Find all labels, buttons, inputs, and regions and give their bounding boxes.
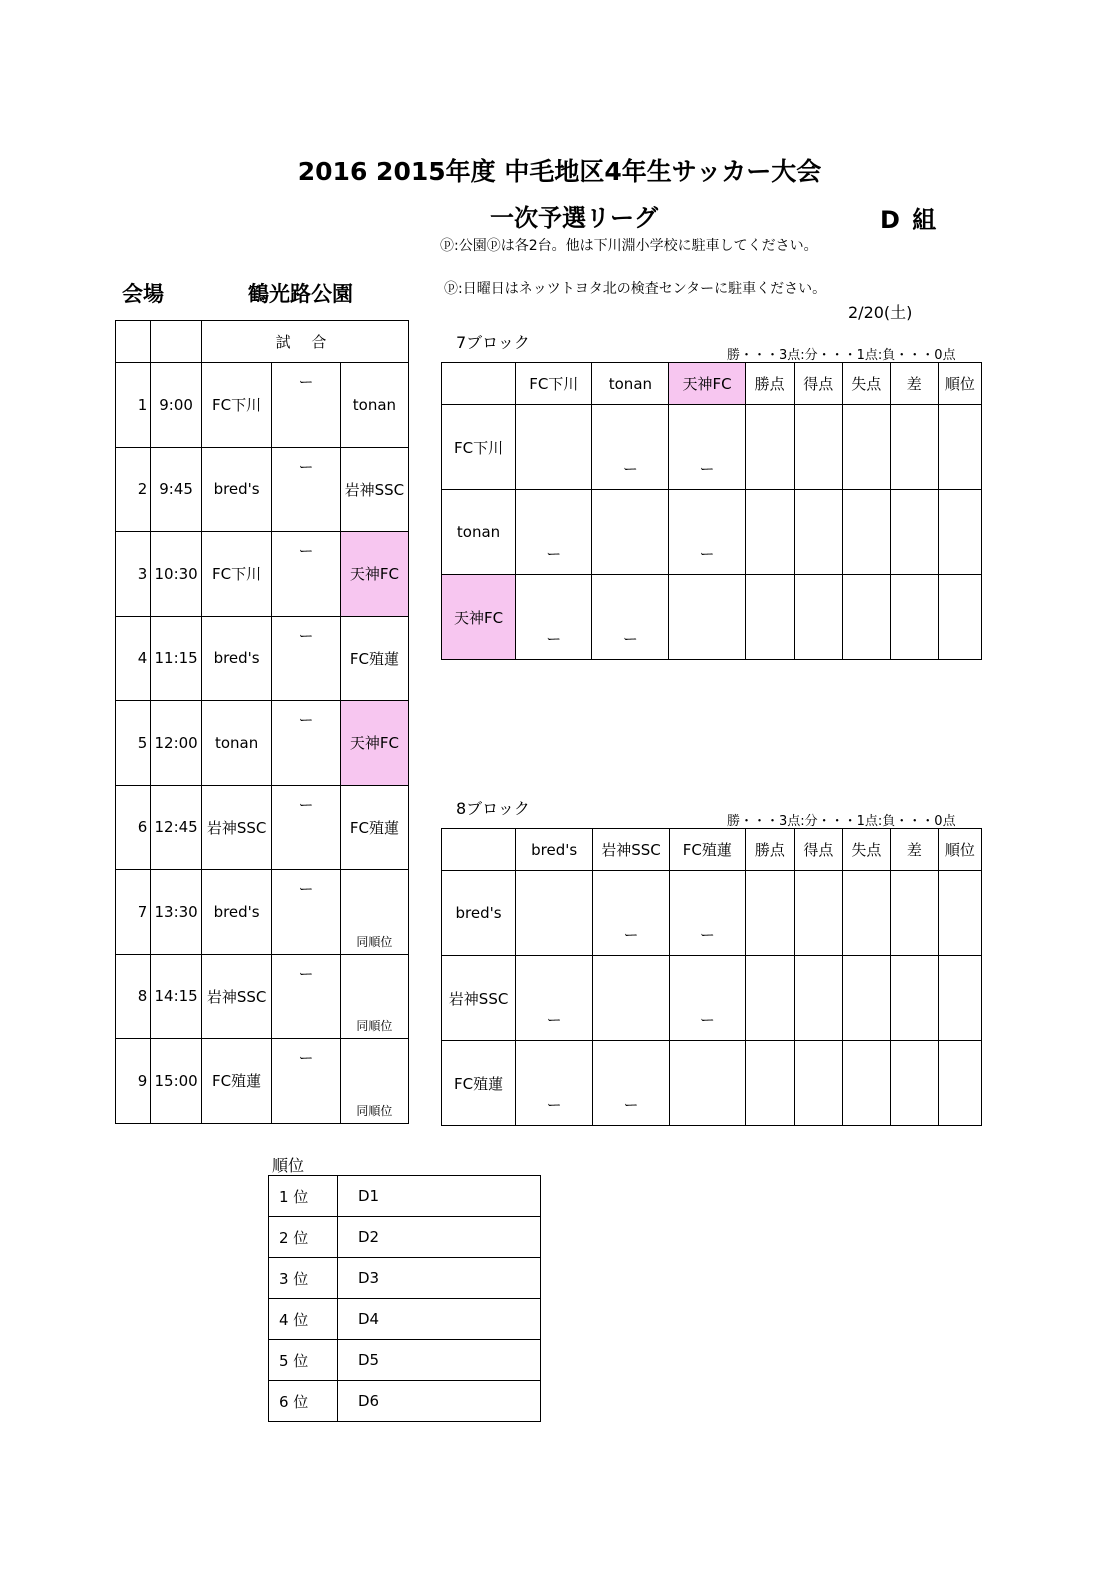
ranking-value: D6 xyxy=(338,1381,541,1422)
result-cell xyxy=(669,871,745,956)
result-cell xyxy=(669,490,745,575)
match-row xyxy=(116,870,409,955)
match-team: bred's xyxy=(202,447,272,532)
result-cell xyxy=(592,490,669,575)
score-dash: ー xyxy=(298,542,314,560)
result-cell xyxy=(516,490,592,575)
result-dash: ー xyxy=(546,1096,562,1114)
corner-blank xyxy=(442,363,516,405)
result-cell xyxy=(669,956,745,1041)
col-team-header: 天神FC xyxy=(669,363,745,405)
block-team-row xyxy=(442,871,982,956)
col-team-header: tonan xyxy=(592,363,669,405)
block-team-row xyxy=(442,405,982,490)
match-score xyxy=(272,1039,341,1124)
block-7-label: 7ブロック xyxy=(456,333,530,352)
result-dash: ー xyxy=(622,630,638,648)
result-dash: ー xyxy=(699,545,715,563)
match-score xyxy=(272,532,341,617)
match-number: 6 xyxy=(116,785,151,870)
stat-cell xyxy=(938,956,981,1041)
match-team: bred's xyxy=(202,870,272,955)
col-team-header: bred's xyxy=(516,829,593,871)
row-team-header: tonan xyxy=(442,490,516,575)
stat-cell xyxy=(794,956,842,1041)
ranking-row xyxy=(269,1381,541,1422)
match-time: 9:45 xyxy=(151,447,202,532)
stat-cell xyxy=(938,575,981,660)
match-score xyxy=(272,870,341,955)
page-subtitle: 一次予選リーグ xyxy=(490,204,658,232)
match-team: 岩神SSC xyxy=(202,954,272,1039)
opponent-name: FC殖蓮 xyxy=(349,818,399,837)
score-dash: ー xyxy=(298,711,314,729)
block-8-points-note: 勝・・・3点:分・・・1点:負・・・0点 xyxy=(727,814,956,829)
stat-cell xyxy=(794,871,842,956)
col-team-header: FC下川 xyxy=(516,363,592,405)
stat-cell xyxy=(890,405,938,490)
score-dash: ー xyxy=(298,1049,314,1067)
stat-cell xyxy=(938,871,981,956)
header-blank xyxy=(116,321,151,363)
match-row xyxy=(116,1039,409,1124)
match-team: FC下川 xyxy=(202,532,272,617)
match-number: 9 xyxy=(116,1039,151,1124)
stat-cell xyxy=(794,405,842,490)
score-dash: ー xyxy=(298,964,314,983)
match-number: 8 xyxy=(116,954,151,1039)
score-dash: ー xyxy=(298,795,314,814)
block-header-row xyxy=(442,829,982,871)
ranking-row xyxy=(269,1258,541,1299)
result-cell xyxy=(592,575,669,660)
match-opponent xyxy=(340,363,408,448)
match-number: 2 xyxy=(116,447,151,532)
match-time: 10:30 xyxy=(151,532,202,617)
ranking-value: D5 xyxy=(338,1340,541,1381)
stat-header: 差 xyxy=(890,363,938,405)
result-cell xyxy=(593,956,670,1041)
row-team-header: FC殖蓮 xyxy=(442,1041,516,1126)
stat-header: 勝点 xyxy=(745,363,794,405)
block-7-table xyxy=(441,362,982,660)
stat-cell xyxy=(842,956,890,1041)
ranking-table xyxy=(268,1175,541,1422)
header-blank xyxy=(151,321,202,363)
match-opponent xyxy=(340,701,408,786)
match-opponent xyxy=(340,532,408,617)
match-number: 5 xyxy=(116,701,151,786)
result-cell xyxy=(669,1041,745,1126)
venue-label: 会場 xyxy=(122,282,164,306)
ranking-position: 3 位 xyxy=(269,1258,338,1299)
match-score xyxy=(272,701,341,786)
row-team-header: 岩神SSC xyxy=(442,956,516,1041)
same-rank-note: 同順位 xyxy=(356,1103,393,1118)
match-row xyxy=(116,447,409,532)
result-cell xyxy=(516,1041,593,1126)
match-score xyxy=(272,616,341,701)
score-dash: ー xyxy=(298,626,314,645)
match-row xyxy=(116,532,409,617)
ranking-row xyxy=(269,1217,541,1258)
stat-cell xyxy=(842,1041,890,1126)
block-team-row xyxy=(442,956,982,1041)
stat-cell xyxy=(745,490,794,575)
col-team-header: 岩神SSC xyxy=(593,829,670,871)
ranking-value: D3 xyxy=(338,1258,541,1299)
match-team: tonan xyxy=(202,701,272,786)
result-cell xyxy=(516,575,592,660)
corner-blank xyxy=(442,829,516,871)
result-dash: ー xyxy=(623,1096,639,1114)
stat-cell xyxy=(890,871,938,956)
opponent-name: 岩神SSC xyxy=(344,480,405,499)
ranking-label: 順位 xyxy=(272,1156,305,1175)
match-team: bred's xyxy=(202,616,272,701)
result-dash: ー xyxy=(699,1011,715,1029)
stat-cell xyxy=(890,575,938,660)
match-number: 3 xyxy=(116,532,151,617)
ranking-position: 5 位 xyxy=(269,1340,338,1381)
stat-cell xyxy=(745,575,794,660)
match-number: 7 xyxy=(116,870,151,955)
ranking-row xyxy=(269,1299,541,1340)
stat-cell xyxy=(745,956,794,1041)
match-date: 2/20(土) xyxy=(848,303,913,322)
col-team-header: FC殖蓮 xyxy=(669,829,745,871)
result-dash: ー xyxy=(622,460,638,478)
same-rank-note: 同順位 xyxy=(356,1019,393,1033)
result-cell xyxy=(516,956,593,1041)
match-team: FC殖蓮 xyxy=(202,1039,272,1124)
ranking-value: D4 xyxy=(338,1299,541,1340)
parking-note: ⓟ:公園ⓟは各2台。他は下川淵小学校に駐車してください。 xyxy=(440,238,818,254)
opponent-name: tonan xyxy=(352,395,397,414)
stat-cell xyxy=(938,405,981,490)
opponent-name: 天神FC xyxy=(349,734,399,753)
same-rank-note: 同順位 xyxy=(356,934,393,949)
result-dash: ー xyxy=(699,926,715,944)
score-dash: ー xyxy=(298,373,314,391)
stat-cell xyxy=(745,871,794,956)
stat-header: 失点 xyxy=(842,363,890,405)
row-team-header: 天神FC xyxy=(442,575,516,660)
match-opponent xyxy=(340,954,408,1039)
stat-cell xyxy=(842,575,890,660)
ranking-position: 6 位 xyxy=(269,1381,338,1422)
result-cell xyxy=(593,871,670,956)
stat-header: 勝点 xyxy=(745,829,794,871)
stat-cell xyxy=(890,1041,938,1126)
match-opponent xyxy=(340,785,408,870)
result-cell xyxy=(592,405,669,490)
opponent-name: FC殖蓮 xyxy=(349,649,399,668)
result-dash: ー xyxy=(699,460,715,478)
stat-cell xyxy=(842,871,890,956)
score-dash: ー xyxy=(298,880,314,898)
ranking-value: D1 xyxy=(338,1176,541,1217)
block-7-points-note: 勝・・・3点:分・・・1点:負・・・0点 xyxy=(727,348,956,363)
match-row xyxy=(116,785,409,870)
stat-cell xyxy=(842,490,890,575)
match-row xyxy=(116,701,409,786)
match-schedule-table xyxy=(115,320,409,1124)
match-time: 14:15 xyxy=(151,954,202,1039)
block-8-table xyxy=(441,828,982,1126)
result-cell xyxy=(593,1041,670,1126)
match-time: 11:15 xyxy=(151,616,202,701)
match-row xyxy=(116,616,409,701)
block-team-row xyxy=(442,490,982,575)
match-score xyxy=(272,785,341,870)
match-row xyxy=(116,954,409,1039)
match-opponent xyxy=(340,447,408,532)
result-dash: ー xyxy=(546,1011,562,1029)
match-number: 1 xyxy=(116,363,151,448)
match-time: 12:45 xyxy=(151,785,202,870)
stat-cell xyxy=(794,490,842,575)
stat-header: 失点 xyxy=(842,829,890,871)
ranking-row xyxy=(269,1340,541,1381)
stat-header: 順位 xyxy=(938,829,981,871)
stat-header: 得点 xyxy=(794,363,842,405)
stat-cell xyxy=(745,405,794,490)
ranking-position: 1 位 xyxy=(269,1176,338,1217)
match-team: 岩神SSC xyxy=(202,785,272,870)
match-opponent xyxy=(340,616,408,701)
ranking-value: D2 xyxy=(338,1217,541,1258)
result-cell xyxy=(516,871,593,956)
block-team-row xyxy=(442,575,982,660)
stat-header: 順位 xyxy=(938,363,981,405)
stat-cell xyxy=(938,490,981,575)
stat-cell xyxy=(842,405,890,490)
match-time: 9:00 xyxy=(151,363,202,448)
match-opponent xyxy=(340,870,408,955)
match-header: 試 合 xyxy=(202,321,409,363)
block-8-label: 8ブロック xyxy=(456,799,530,818)
score-dash: ー xyxy=(298,457,314,476)
row-team-header: FC下川 xyxy=(442,405,516,490)
stat-cell xyxy=(890,490,938,575)
venue-name: 鶴光路公園 xyxy=(248,282,353,306)
result-cell xyxy=(516,405,592,490)
result-dash: ー xyxy=(546,545,562,563)
row-team-header: bred's xyxy=(442,871,516,956)
match-row xyxy=(116,363,409,448)
ranking-position: 2 位 xyxy=(269,1217,338,1258)
match-score xyxy=(272,954,341,1039)
opponent-name: 天神FC xyxy=(349,565,399,584)
match-opponent xyxy=(340,1039,408,1124)
block-team-row xyxy=(442,1041,982,1126)
block-header-row xyxy=(442,363,982,405)
ranking-position: 4 位 xyxy=(269,1299,338,1340)
stat-header: 得点 xyxy=(794,829,842,871)
result-dash: ー xyxy=(546,630,562,648)
result-cell xyxy=(669,575,745,660)
stat-header: 差 xyxy=(890,829,938,871)
result-cell xyxy=(669,405,745,490)
stat-cell xyxy=(938,1041,981,1126)
stat-cell xyxy=(794,575,842,660)
match-score xyxy=(272,447,341,532)
match-team: FC下川 xyxy=(202,363,272,448)
page-title: 2016 2015年度 中毛地区4年生サッカー大会 xyxy=(297,157,822,186)
match-time: 15:00 xyxy=(151,1039,202,1124)
result-dash: ー xyxy=(623,926,639,944)
stat-cell xyxy=(890,956,938,1041)
match-number: 4 xyxy=(116,616,151,701)
sunday-parking-note: ⓟ:日曜日はネッツトヨタ北の検査センターに駐車ください。 xyxy=(444,281,827,297)
ranking-row xyxy=(269,1176,541,1217)
group-label: D 組 xyxy=(880,206,939,234)
stat-cell xyxy=(745,1041,794,1126)
match-time: 13:30 xyxy=(151,870,202,955)
stat-cell xyxy=(794,1041,842,1126)
match-time: 12:00 xyxy=(151,701,202,786)
match-score xyxy=(272,363,341,448)
